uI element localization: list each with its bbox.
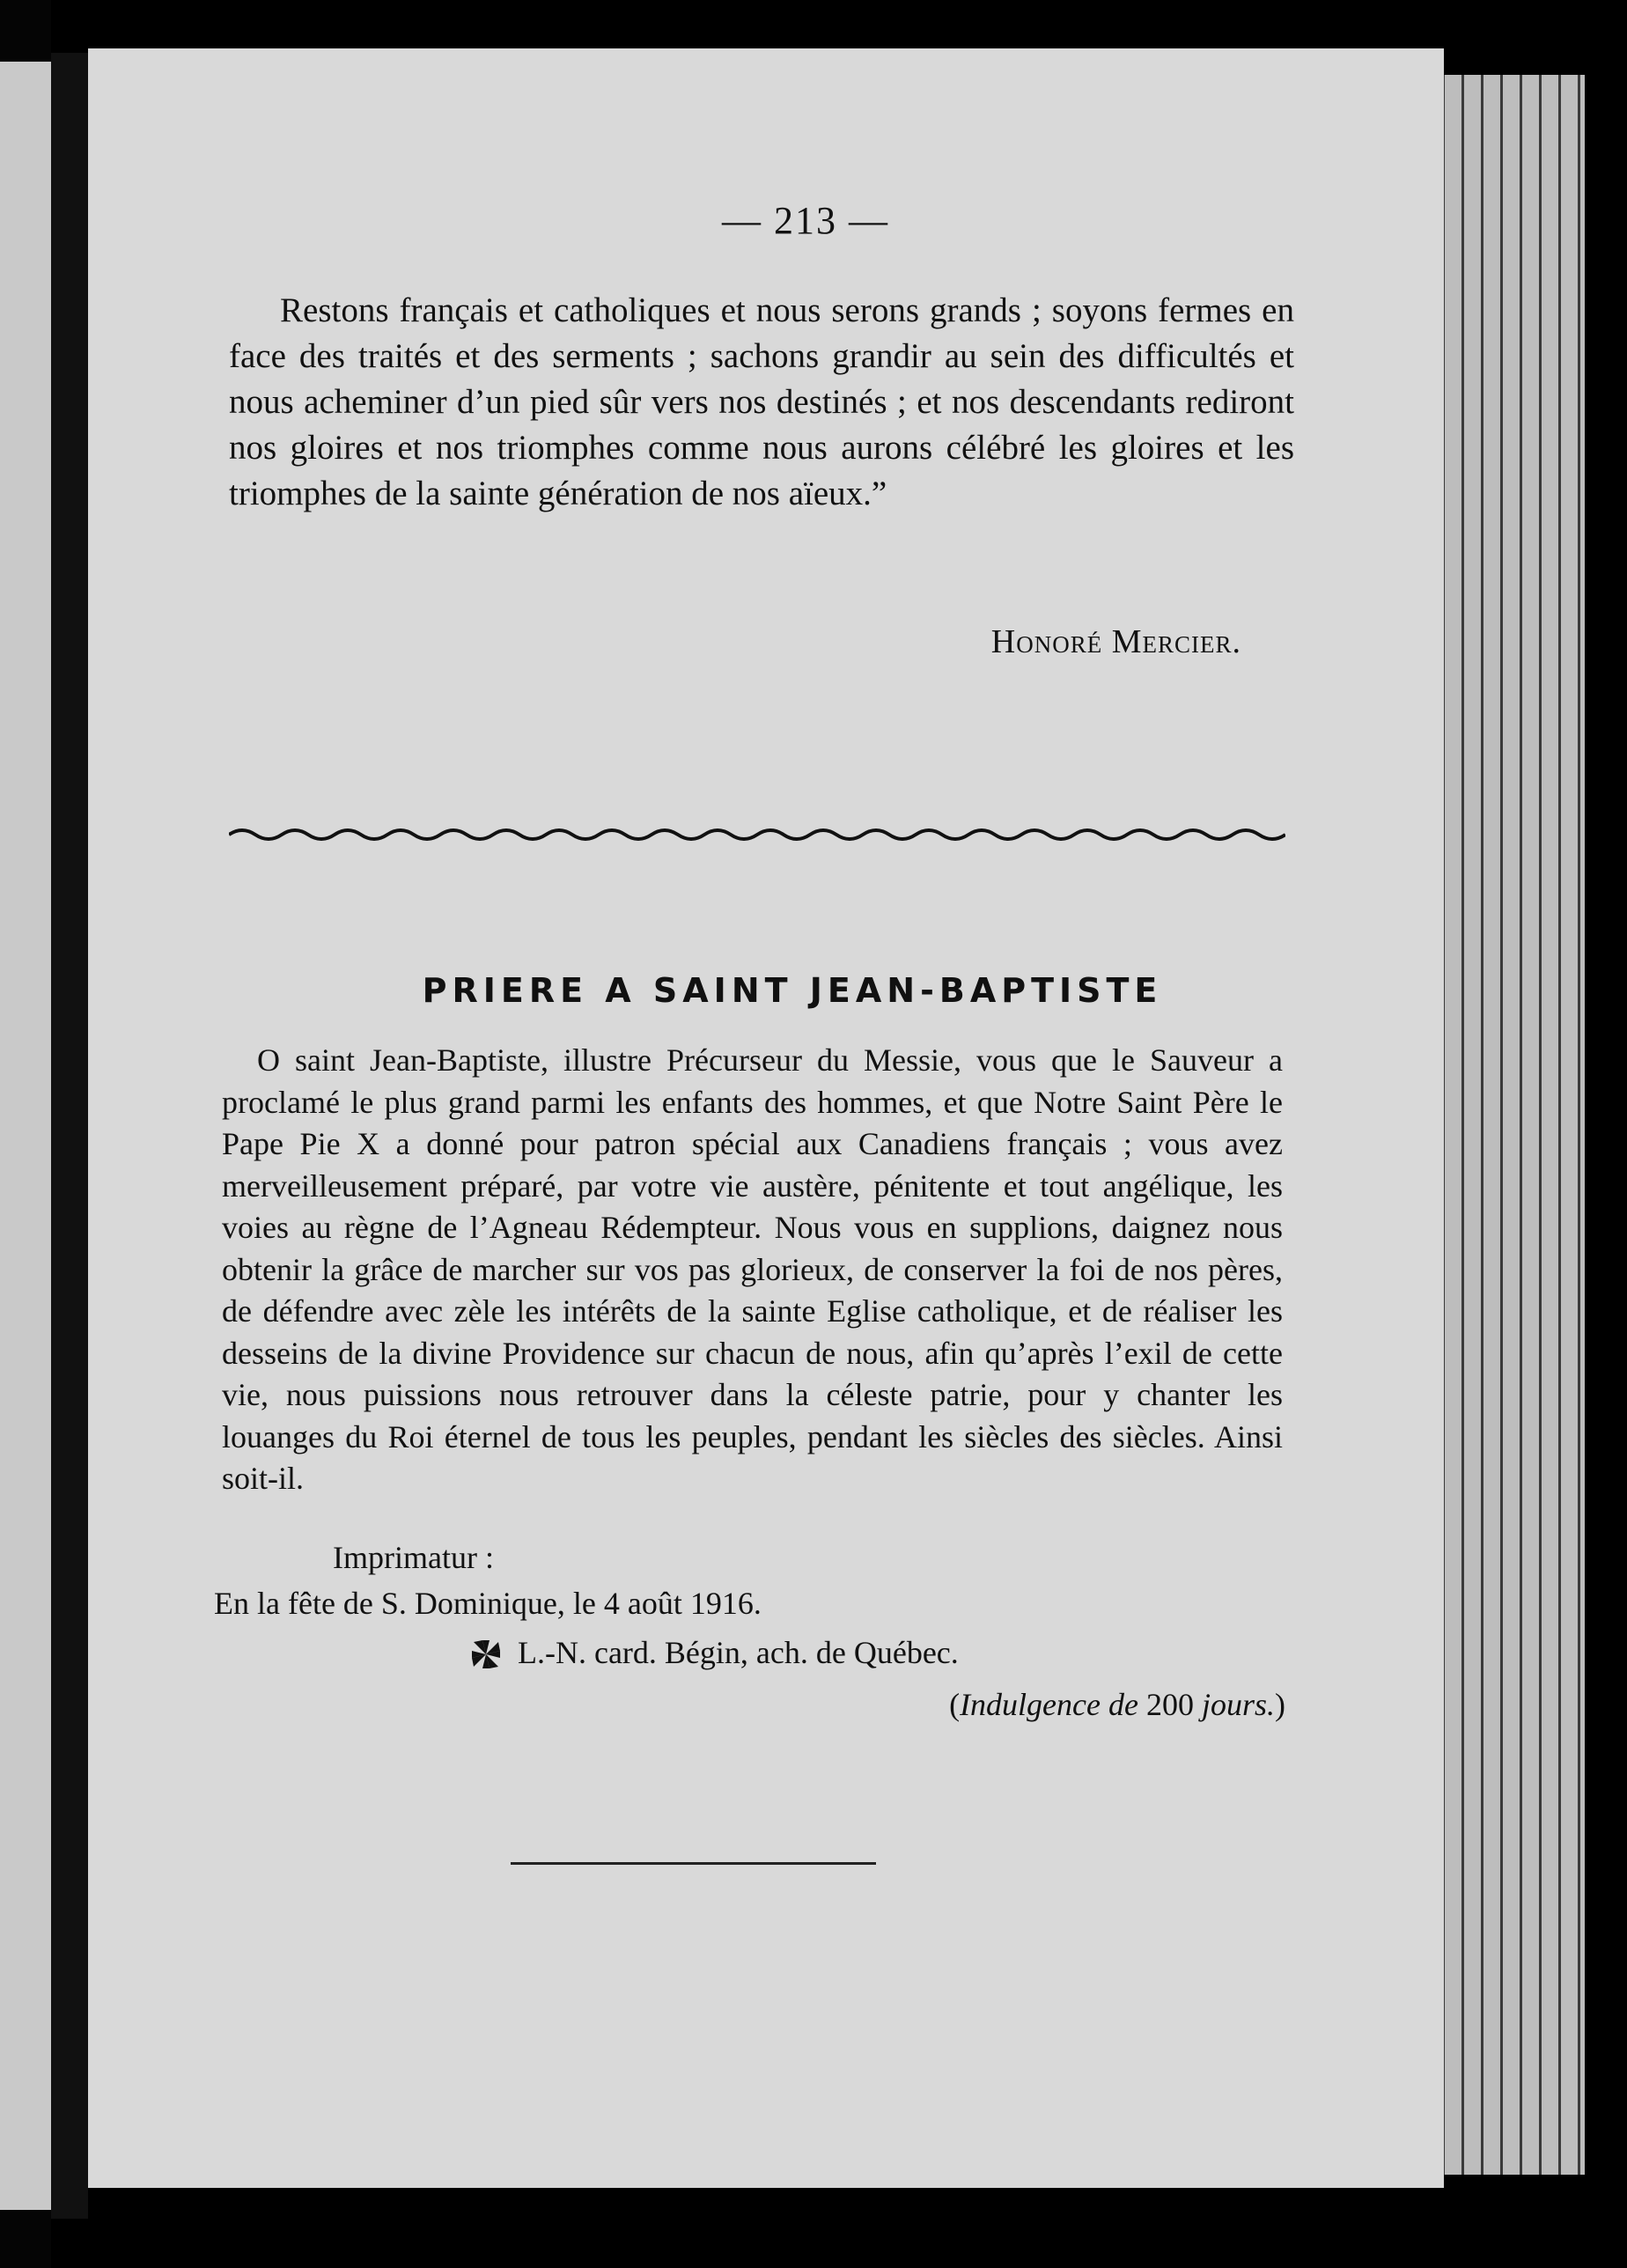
prayer-title: PRIERE A SAINT JEAN-BAPTISTE — [422, 971, 1163, 1010]
quote-author: Honoré Mercier. — [990, 623, 1241, 660]
page-edges-stack — [1426, 75, 1585, 2175]
previous-page-edge — [0, 62, 51, 2210]
indulgence-unit: jours. — [1201, 1687, 1275, 1722]
page-number: — 213 — — [722, 199, 889, 242]
closing-rule — [511, 1862, 876, 1865]
indulgence-days: 200 — [1145, 1687, 1194, 1722]
wavy-divider — [229, 821, 1285, 848]
prayer-text: O saint Jean-Baptiste, illustre Précurseur du Messie, vous que le Sauveur a proclamé le plus grand parmi les enfants des hommes, et que Notre Saint Père le Pape Pie X a donné pour patron spécial aux Canadiens français ; vous avez merveilleusement préparé, par votre vie austère, pénitente et tout angélique, les voies au règne de l’Agneau Rédempteur. Nous vous en supplions, daignez nous obtenir la grâce de marcher sur vos pas glorieux, de conserver la foi de nos pères, de défendre avec zèle les intérêts de la sainte Eglise catholique, et de réaliser les desseins de la divine Providence sur chacun de nous, afin qu’après l’exil de cette vie, nous puissions nous retrouver dans la céleste patrie, pour y chanter les louanges du Roi éternel de tous les peuples, pendant les siècles des siècles. Ainsi soit-il. — [222, 1042, 1283, 1496]
approver-line — [468, 1634, 959, 1671]
indulgence-note: (Indulgence de 200 jours.) — [949, 1687, 1285, 1722]
approver-name: L.-N. card. Bégin, ach. de Québec. — [518, 1635, 959, 1670]
book-gutter — [51, 53, 88, 2219]
indulgence-label: Indulgence de — [960, 1687, 1138, 1722]
imprimatur-date: En la fête de S. Dominique, le 4 août 1916. — [214, 1586, 762, 1621]
mercier-quote: Restons français et catholiques et nous serons grands ; soyons fermes en face des traités et des serments ; sachons grandir au sein des difficultés et nous acheminer d’un pied sûr vers nos destinés ; et nos descendants rediront nos gloires et nos triomphes comme nous aurons célébré les gloires et les triomphes de la sainte génération de nos aïeux.” — [229, 291, 1294, 512]
book-page — [88, 48, 1444, 2188]
imprimatur-label: Imprimatur : — [333, 1540, 494, 1575]
